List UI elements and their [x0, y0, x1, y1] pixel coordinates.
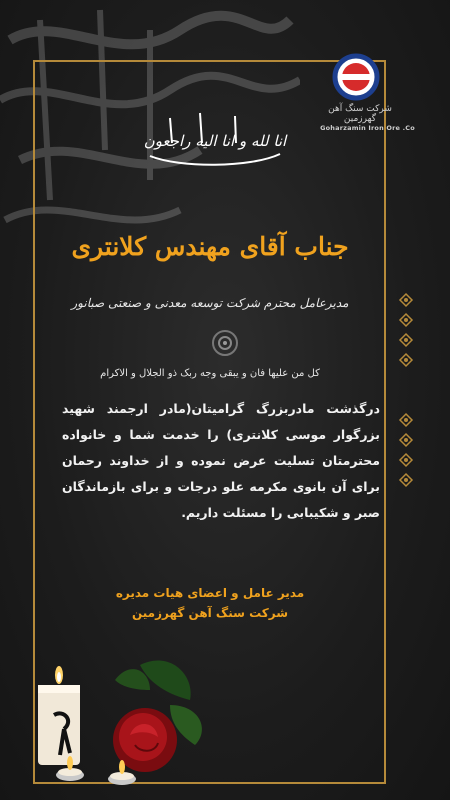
condolence-message: درگذشت مادربزرگ گرامیتان(مادر ارجمند شهید بزرگوار موسی کلانتری) را خدمت شما و خانواده محترمتان تسلیت عرض نموده و از خداوند رحمان برای آن بانوی مکرمه علو درجات و برای بازماندگان صبر و شکیبابی را مسئلت داریم.	[62, 401, 380, 520]
company-name-fa: شرکت سنگ آهن گهرزمین	[328, 104, 392, 124]
recipient-subtitle: مدیرعامل محترم شرکت توسعه معدنی و صنعتی صبانور	[71, 296, 349, 310]
signature-line-1: مدیر عامل و اعضای هیات مدیره	[115, 586, 305, 600]
center-ornament	[208, 328, 242, 358]
verse-calligraphy	[140, 98, 290, 178]
company-name-en: Goharzamin Iron Ore .Co	[320, 124, 415, 132]
company-logo-icon	[331, 52, 381, 102]
verse-text: انا لله و انا الیه راجعون	[143, 132, 287, 150]
page-title: جناب آقای مهندس کلانتری	[71, 232, 349, 261]
side-ornament	[396, 290, 416, 490]
candles-and-rose-image	[20, 645, 210, 800]
signature-line-2: شرکت سنگ آهن گهرزمین	[131, 606, 289, 620]
quran-verse: کل من علیها فان و یبقی وجه ربک ذو الجلال و الاکرام	[100, 368, 320, 379]
company-logo	[320, 42, 435, 152]
